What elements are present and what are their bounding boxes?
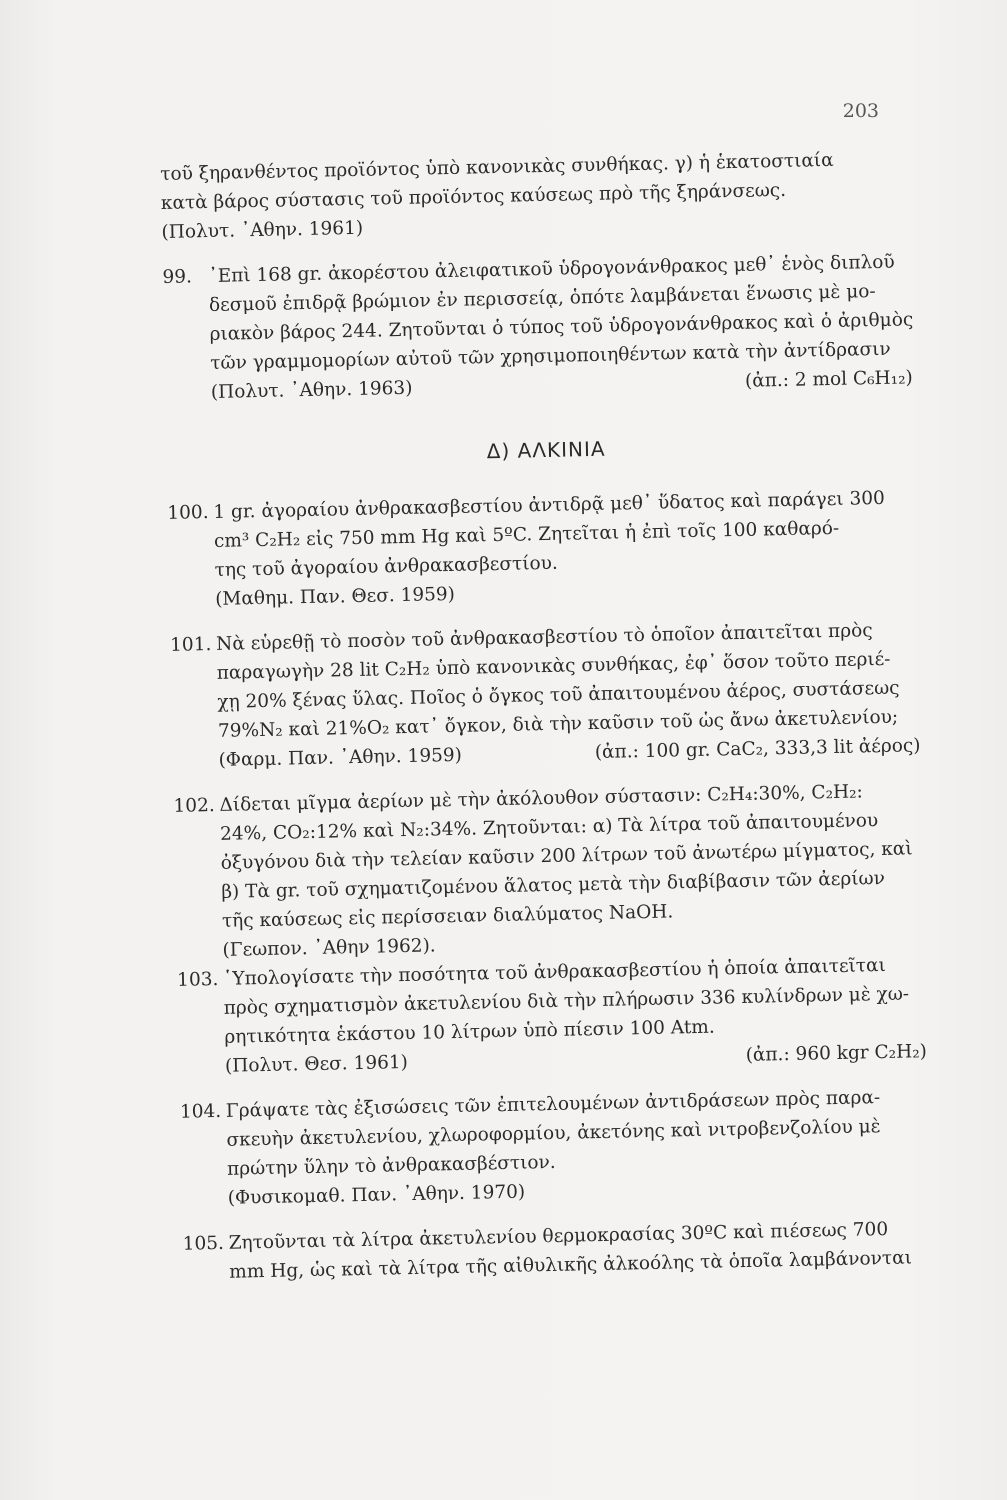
intro-line: κατὰ βάρος σύστασις τοῦ προϊόντος καύσεως πρὸ τῆς ξηράνσεως. <box>160 179 787 214</box>
problem-number: 102. <box>173 794 215 817</box>
problem-text: Νὰ εὑρεθῇ τὸ ποσὸν τοῦ ἀνθρακασβεστίου τὸ ὁποῖον ἀπαιτεῖται πρὸς <box>215 620 873 655</box>
problem-102 <box>173 776 936 966</box>
problem-source: (Πολυτ. ᾿Αθην. 1963) <box>210 377 413 403</box>
problem-text: παραγωγὴν 28 lit C₂H₂ ὑπὸ κανονικὰς συνθήκας, ἐφ᾿ ὅσον τοῦτο περιέ- <box>216 648 891 684</box>
problem-number: 103. <box>176 968 219 991</box>
problem-text: ᾿Επὶ 168 gr. ἀκορέστου ἀλειφατικοῦ ὑδρογονάνθρακος μεθ᾿ ἑνὸς διπλοῦ <box>208 251 895 288</box>
intro-continuation <box>160 144 922 247</box>
problem-text: mm Hg, ὡς καὶ τὰ λίτρα τῆς αἰθυλικῆς ἀλκοόλης τὰ ὁποῖα λαμβάνονται <box>229 1247 913 1283</box>
page-number: 203 <box>842 100 879 122</box>
problem-100 <box>167 483 929 615</box>
problem-text: Ζητοῦνται τὰ λίτρα ἀκετυλενίου θερμοκρασίας 30ºC καὶ πιέσεως 700 <box>228 1218 889 1254</box>
section-heading: Δ) ΑΛΚΙΝΙΑ <box>486 436 606 464</box>
problem-103 <box>177 950 939 1082</box>
problem-number: 104. <box>179 1100 222 1123</box>
problem-text: ρητικότητα ἑκάστου 10 λίτρων ὑπὸ πίεσιν 100 Atm. <box>224 1016 715 1048</box>
problem-number: 99. <box>162 266 193 288</box>
problem-text: Γράψατε τὰς ἐξισώσεις τῶν ἐπιτελουμένων ἀντιδράσεων πρὸς παρα- <box>225 1087 881 1122</box>
problem-text: ὀξυγόνου διὰ τὴν τελείαν καῦσιν 200 λίτρων τοῦ ἀνωτέρω μίγματος, καὶ <box>220 838 913 874</box>
problem-text: ῾Υπολογίσατε τὴν ποσότητα τοῦ ἀνθρακασβεστίου ἡ ὁποία ἀπαιτεῖται <box>222 954 887 990</box>
problem-105 <box>182 1214 943 1288</box>
intro-source: (Πολυτ. ᾿Αθην. 1961) <box>161 217 364 243</box>
problem-104 <box>180 1082 942 1214</box>
problem-text: cm³ C₂H₂ εἰς 750 mm Hg καὶ 5ºC. Ζητεῖται ἡ ἐπὶ τοῖς 100 καθαρό- <box>213 517 840 552</box>
problem-source: (Πολυτ. Θεσ. 1961) <box>224 1052 409 1077</box>
problem-text: 24%, CO₂:12% καὶ N₂:34%. Ζητοῦνται: α) Τὰ λίτρα τοῦ ἀπαιτουμένου <box>219 810 879 845</box>
problem-text: 79%N₂ καὶ 21%O₂ κατ᾿ ὄγκον, διὰ τὴν καῦσιν τοῦ ὡς ἄνω ἀκετυλενίου; <box>217 706 899 742</box>
intro-line: τοῦ ξηρανθέντος προϊόντος ὑπὸ κανονικὰς συνθήκας. γ) ἡ ἑκατοστιαία <box>160 149 834 185</box>
problem-text: 1 gr. ἀγοραίου ἀνθρακασβεστίου ἀντιδρᾷ μεθ᾿ ὕδατος καὶ παράγει 300 <box>213 487 885 523</box>
problem-source: (Φαρμ. Παν. ᾿Αθην. 1959) <box>218 744 463 771</box>
problem-text: τῶν γραμμομορίων αὐτοῦ τῶν χρησιμοποιηθέντων κατὰ τὴν ἀντίδρασιν <box>210 338 891 374</box>
problem-text: πρὸς σχηματισμὸν ἀκετυλενίου διὰ τὴν πλήρωσιν 336 κυλίνδρων μὲ χω- <box>223 983 910 1019</box>
problem-text: ριακὸν βάρος 244. Ζητοῦνται ὁ τύπος τοῦ ὑδρογονάνθρακος καὶ ὁ ἀριθμὸς <box>209 309 914 345</box>
problem-answer: (ἀπ.: 960 kgr C₂H₂) <box>745 1041 928 1066</box>
problem-source: (Γεωπον. ᾿Αθην 1962). <box>222 935 436 961</box>
problem-text: πρώτην ὕλην τὸ ἀνθρακασβέστιον. <box>226 1151 556 1180</box>
problem-99 <box>162 247 925 408</box>
page-content <box>160 144 943 1288</box>
problem-answer: (ἀπ.: 2 mol C₆H₁₂) <box>744 367 913 392</box>
problem-text: τῆς καύσεως εἰς περίσσειαν διαλύματος NaOH. <box>221 901 674 932</box>
problem-text: της τοῦ ἀγοραίου ἀνθρακασβεστίου. <box>214 552 558 581</box>
problem-text: δεσμοῦ ἐπιδρᾷ βρώμιον ἐν περισσείᾳ, ὁπότε λαμβάνεται ἕνωσις μὲ μο- <box>208 281 876 317</box>
problem-number: 101. <box>169 634 212 656</box>
problem-text: σκευὴν ἀκετυλενίου, χλωροφορμίου, ἀκετόνης καὶ νιτροβενζολίου μὲ <box>226 1116 881 1151</box>
problem-number: 100. <box>167 502 209 524</box>
problem-answer: (ἀπ.: 100 gr. CaC₂, 333,3 lit ἀέρος) <box>594 735 921 764</box>
problem-source: (Φυσικομαθ. Παν. ᾿Αθην. 1970) <box>227 1181 526 1209</box>
problem-text: Δίδεται μῖγμα ἀερίων μὲ τὴν ἀκόλουθον σύστασιν: C₂H₄:30%, C₂H₂: <box>219 781 863 816</box>
problem-text: χῃ 20% ξένας ὕλας. Ποῖος ὁ ὄγκος τοῦ ἀπαιτουμένου ἀέρος, συστάσεως <box>217 677 900 713</box>
problem-source: (Μαθημ. Παν. Θεσ. 1959) <box>214 583 456 610</box>
problem-101 <box>170 615 933 776</box>
problem-number: 105. <box>182 1232 225 1255</box>
problem-text: β) Τὰ gr. τοῦ σχηματιζομένου ἅλατος μετὰ τὴν διαβίβασιν τῶν ἀερίων <box>221 867 886 903</box>
